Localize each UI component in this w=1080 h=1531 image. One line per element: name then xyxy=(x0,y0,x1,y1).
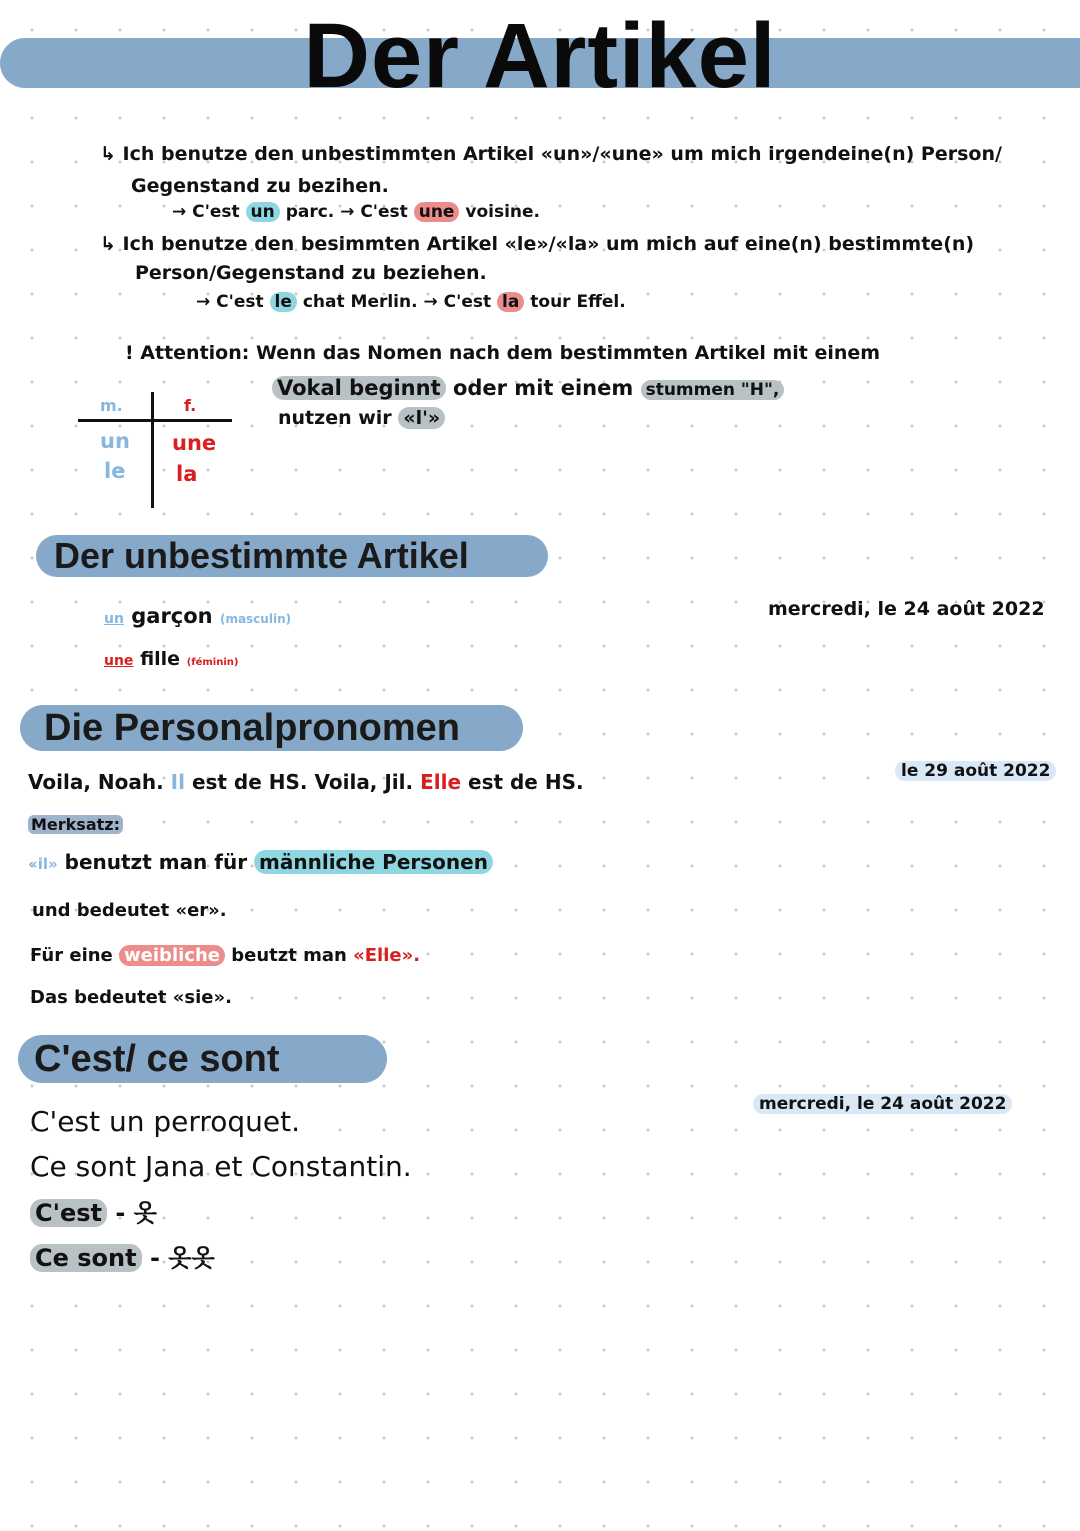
example-row-fille: une fille (féminin) xyxy=(104,648,239,670)
merksatz-label: Merksatz: xyxy=(28,815,123,834)
table-head-feminine: f. xyxy=(184,396,197,415)
table-divider-vertical xyxy=(151,392,154,508)
highlight-une: une xyxy=(414,202,460,222)
table-divider-horizontal xyxy=(78,419,232,422)
attention-line-2: Vokal beginnt oder mit einem stummen "H", xyxy=(272,376,784,400)
highlight-maennlich: männliche Personen xyxy=(254,850,493,874)
intro-line-2: ↳ Ich benutze den besimmten Artikel «le»/«la» um mich auf eine(n) bestimmte(n) xyxy=(100,233,975,255)
arrow-icon: ↳ xyxy=(100,143,116,165)
table-cell-la: la xyxy=(176,462,198,486)
intro-line-1b: Gegenstand zu bezihen. xyxy=(131,175,389,197)
intro-line-2b: Person/Gegenstand zu beziehen. xyxy=(135,262,487,284)
section-heading-cest: C'est/ ce sont xyxy=(18,1035,387,1083)
rule-line-1: «il» benutzt man für männliche Personen xyxy=(28,850,493,874)
cest-example-2: Ce sont Jana et Constantin. xyxy=(30,1150,412,1183)
date-section-2: le 29 août 2022 xyxy=(895,761,1056,781)
attention-line-1: ! Attention: Wenn das Nomen nach dem bestimmten Artikel mit einem xyxy=(125,342,881,364)
page-title: Der Artikel xyxy=(303,5,777,107)
people-icon: - 옷옷 xyxy=(149,1244,215,1272)
rule-line-2: und bedeutet «er». xyxy=(32,900,227,921)
table-cell-un: un xyxy=(100,429,130,453)
cest-plural: Ce sont - 옷옷 xyxy=(30,1238,215,1273)
section-heading-pronouns: Die Personalpronomen xyxy=(20,705,523,751)
cest-singular: C'est - 옷 xyxy=(30,1193,157,1228)
intro-example-1: → C'est un parc. → C'est une voisine. xyxy=(172,202,541,222)
highlight-un: un xyxy=(246,202,280,222)
section-heading-indefinite: Der unbestimmte Artikel xyxy=(36,535,548,577)
highlight-stumm: stummen "H", xyxy=(641,380,785,400)
highlight-le: le xyxy=(270,292,297,312)
pronoun-example: Voila, Noah. Il est de HS. Voila, Jil. Elle est de HS. xyxy=(28,770,584,794)
highlight-la: la xyxy=(497,292,524,312)
highlight-vokal: Vokal beginnt xyxy=(272,376,446,400)
table-head-masculine: m. xyxy=(100,396,123,415)
intro-line-1: ↳ Ich benutze den unbestimmten Artikel «un»/«une» um mich irgendeine(n) Person/ xyxy=(100,143,1002,165)
date-section-1: mercredi, le 24 août 2022 xyxy=(768,598,1045,620)
attention-line-3: nutzen wir «l'» xyxy=(278,407,445,429)
intro-example-2: → C'est le chat Merlin. → C'est la tour Effel. xyxy=(196,292,626,312)
table-cell-une: une xyxy=(172,431,217,455)
date-section-3: mercredi, le 24 août 2022 xyxy=(753,1094,1012,1114)
example-row-garcon: un garçon (masculin) xyxy=(104,604,292,628)
cest-example-1: C'est un perroquet. xyxy=(30,1105,301,1138)
table-cell-le: le xyxy=(104,459,126,483)
exclamation-icon: ! xyxy=(125,342,134,364)
arrow-icon: ↳ xyxy=(100,233,116,255)
rule-line-3: Für eine weibliche beutzt man «Elle». xyxy=(30,945,421,966)
highlight-weiblich: weibliche xyxy=(119,945,225,966)
highlight-apostrophe: «l'» xyxy=(398,407,445,429)
person-icon: - 옷 xyxy=(115,1199,157,1227)
rule-line-4: Das bedeutet «sie». xyxy=(30,987,232,1008)
